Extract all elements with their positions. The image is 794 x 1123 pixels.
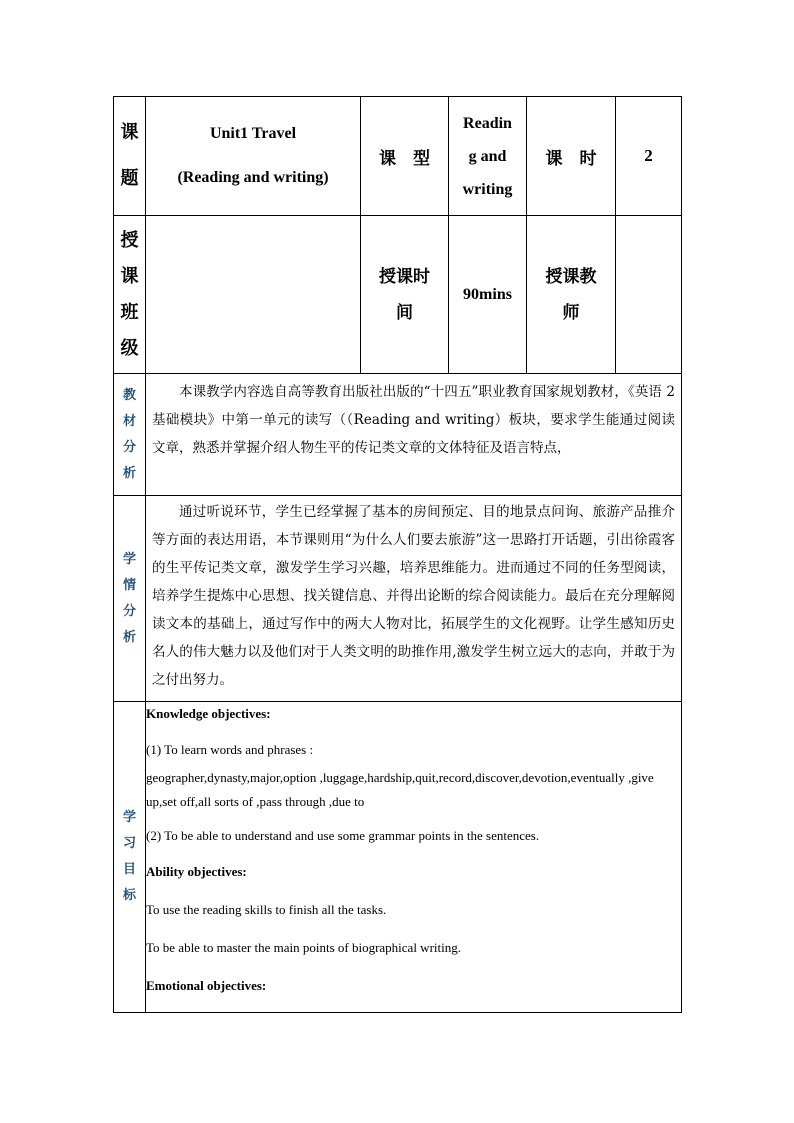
teacher-label-line: 师 (562, 302, 580, 323)
student-analysis-text: 通过听说环节，学生已经掌握了基本的房间预定、目的地景点问询、旅游产品推介等方面的表达用语，本节课则用“为什么人们要去旅游”这一思路打开话题，引出徐霞客的生平传记类文章，激发学生学习兴趣，培养思维能力。进而通过不同的任务型阅读，培养学生提炼中心思想、找关键信息、并得出论断的综合阅读能力。最后在充分理解阅读文本的基础上，通过写作中的两大人物对比，拓展学生的文化视野。让学生感知历史名人的伟大魅力以及他们对于人类文明的助推作用,激发学生树立远大的志向，并敢于为之付出努力。 (152, 504, 675, 688)
lesson-type-line: g and (468, 147, 507, 165)
ability-item-1: To use the reading skills to finish all the tasks. (146, 902, 387, 917)
student-analysis-content (146, 496, 682, 702)
teacher-label-line: 授课教 (545, 266, 597, 287)
row-topic (114, 97, 682, 216)
knowledge-words: geographer,dynasty,major,option ,luggage,hardship,quit,record,discover,devotion,eventually ,give up,set off,all sorts of ,pass through ,due to (146, 770, 654, 809)
objectives-label (114, 702, 146, 1013)
topic-label-char: 课 (120, 122, 139, 143)
student-label-char: 学 (122, 551, 136, 567)
textbook-analysis-label (114, 374, 146, 496)
lesson-title (146, 97, 361, 216)
emotional-heading: Emotional objectives: (146, 978, 267, 993)
lesson-type-value (449, 97, 527, 216)
teacher-label (527, 216, 616, 374)
class-value (146, 216, 361, 374)
student-label-char: 析 (122, 629, 136, 645)
objectives-content (146, 702, 682, 1013)
student-label-char: 情 (122, 577, 136, 593)
class-label-char: 级 (120, 337, 139, 359)
ability-item-2: To be able to master the main points of biographical writing. (146, 940, 461, 955)
row-textbook-analysis (114, 374, 682, 496)
time-label-line: 授课时 (379, 266, 430, 287)
period-label: 课 时 (527, 97, 616, 216)
knowledge-item-2: (2) To be able to understand and use some grammar points in the sentences. (146, 828, 540, 843)
topic-label-char: 题 (120, 168, 139, 189)
textbook-analysis-text: 本课教学内容选自高等教育出版社出版的“十四五”职业教育国家规划教材，《英语 2 基础模块》中第一单元的读写（（Reading and writing）板块，要求学生能通过阅读文章，熟悉并掌握介绍人物生平的传记类文章的文体特征及语言特点， (152, 384, 675, 456)
period-value: 2 (616, 97, 682, 216)
objectives-label-char: 习 (122, 836, 136, 851)
textbook-analysis-content (146, 374, 682, 496)
class-label-char: 授 (120, 229, 139, 251)
textbook-label-char: 析 (122, 465, 136, 481)
time-label (361, 216, 449, 374)
teacher-value (616, 216, 682, 374)
row-class (114, 216, 682, 374)
student-analysis-label (114, 496, 146, 702)
textbook-label-char: 分 (122, 439, 136, 455)
row-objectives (114, 702, 682, 1013)
topic-label (114, 97, 146, 216)
time-value: 90mins (449, 216, 527, 374)
knowledge-item-1: (1) To learn words and phrases : (146, 742, 314, 757)
lesson-type-line: writing (462, 180, 513, 198)
textbook-label-char: 教 (122, 387, 136, 403)
lesson-plan-table (113, 96, 682, 1013)
student-label-char: 分 (122, 603, 136, 619)
objectives-label-char: 学 (122, 810, 136, 825)
objectives-label-char: 标 (122, 888, 136, 903)
lesson-title-line-1: Unit1 Travel (209, 125, 297, 142)
class-label-char: 班 (120, 301, 139, 323)
textbook-label-char: 材 (122, 413, 136, 429)
row-student-analysis (114, 496, 682, 702)
class-label-char: 课 (120, 265, 139, 287)
lesson-type-line: Readin (463, 114, 512, 132)
lesson-title-line-2: (Reading and writing) (177, 169, 329, 186)
lesson-type-label: 课 型 (361, 97, 449, 216)
knowledge-heading: Knowledge objectives: (146, 706, 271, 721)
objectives-label-char: 目 (122, 862, 136, 877)
ability-heading: Ability objectives: (146, 864, 247, 879)
time-label-line: 间 (396, 302, 413, 323)
class-label (114, 216, 146, 374)
